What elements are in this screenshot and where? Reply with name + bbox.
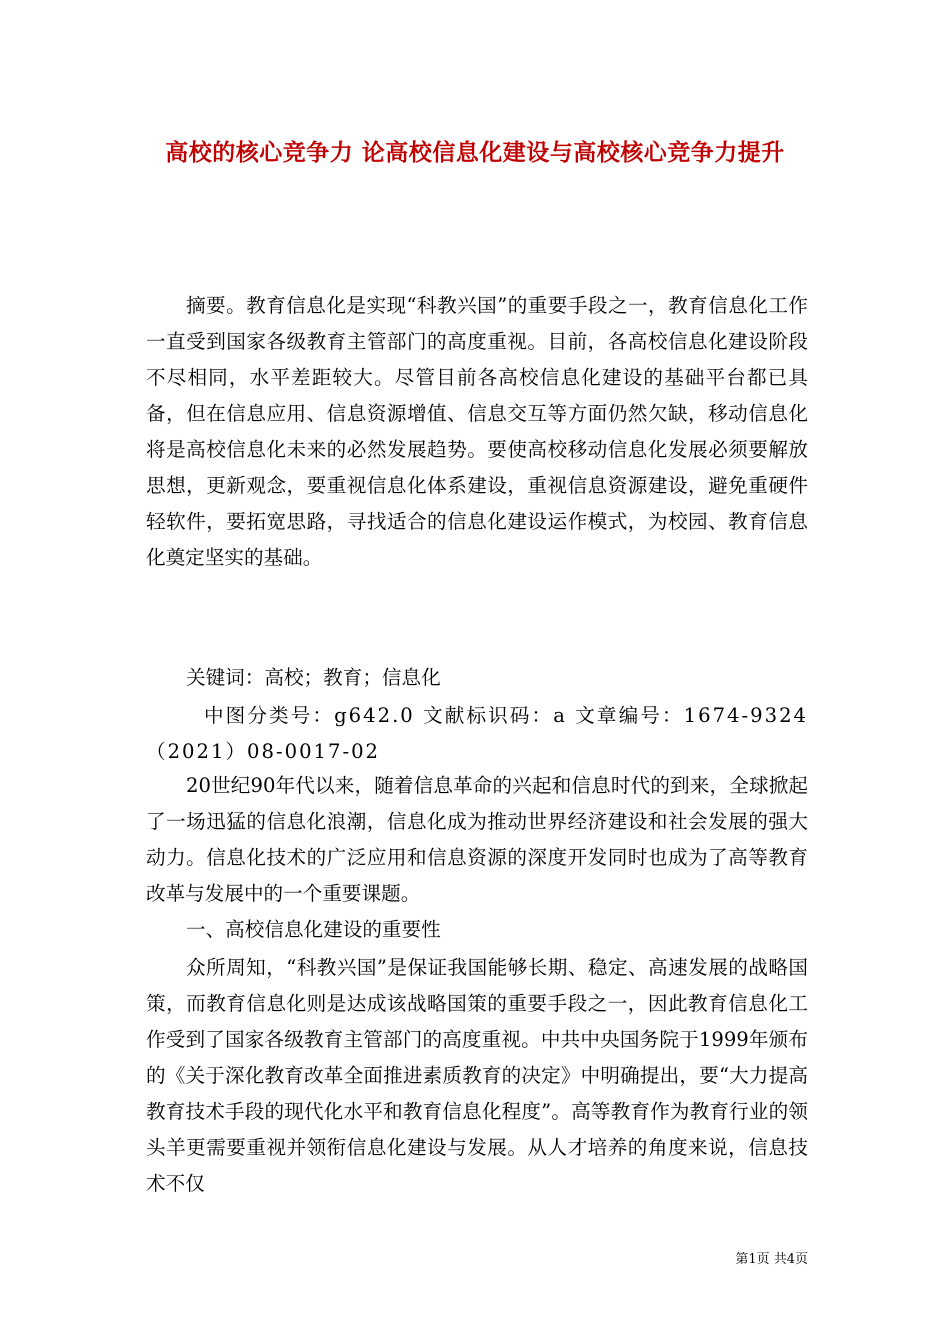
document-title: 高校的核心竞争力 论高校信息化建设与高校核心竞争力提升 xyxy=(165,139,785,166)
section-1-paragraph: 众所周知，“科教兴国”是保证我国能够长期、稳定、高速发展的战略国策，而教育信息化则是达成该战略国策的重要手段之一，因此教育信息化工作受到了国家各级教育主管部门的高度重视。中共中央国务院于1999年颁布的《关于深化教育改革全面推进素质教育的决定》中明确提出，要“大力提高教育技术手段的现代化水平和教育信息化程度”。高等教育作为教育行业的领头羊更需要重视并领衔信息化建设与发展。从人才培养的角度来说，信息技术不仅 xyxy=(146,956,808,1195)
keywords-line: 关键词：高校；教育；信息化 xyxy=(186,666,441,689)
abstract-paragraph: 摘要。教育信息化是实现“科教兴国”的重要手段之一，教育信息化工作一直受到国家各级教育主管部门的高度重视。目前，各高校信息化建设阶段不尽相同，水平差距较大。尽管目前各高校信息化建设的基础平台都已具备，但在信息应用、信息资源增值、信息交互等方面仍然欠缺，移动信息化将是高校信息化未来的必然发展趋势。要使高校移动信息化发展必须要解放思想，更新观念，要重视信息化体系建设，重视信息资源建设，避免重硬件轻软件，要拓宽思路，寻找适合的信息化建设运作模式，为校园、教育信息化奠定坚实的基础。 xyxy=(146,294,808,569)
page-number-footer: 第1页 共4页 xyxy=(735,1252,808,1267)
classification-line: 中图分类号：g642.0 文献标识码：a 文章编号：1674-9324（2021）08-0017-02 xyxy=(146,704,808,763)
intro-paragraph: 20世纪90年代以来，随着信息革命的兴起和信息时代的到来，全球掀起了一场迅猛的信息化浪潮，信息化成为推动世界经济建设和社会发展的强大动力。信息化技术的广泛应用和信息资源的深度开发同时也成为了高等教育改革与发展中的一个重要课题。 xyxy=(146,774,808,905)
section-heading-1: 一、高校信息化建设的重要性 xyxy=(186,918,441,941)
